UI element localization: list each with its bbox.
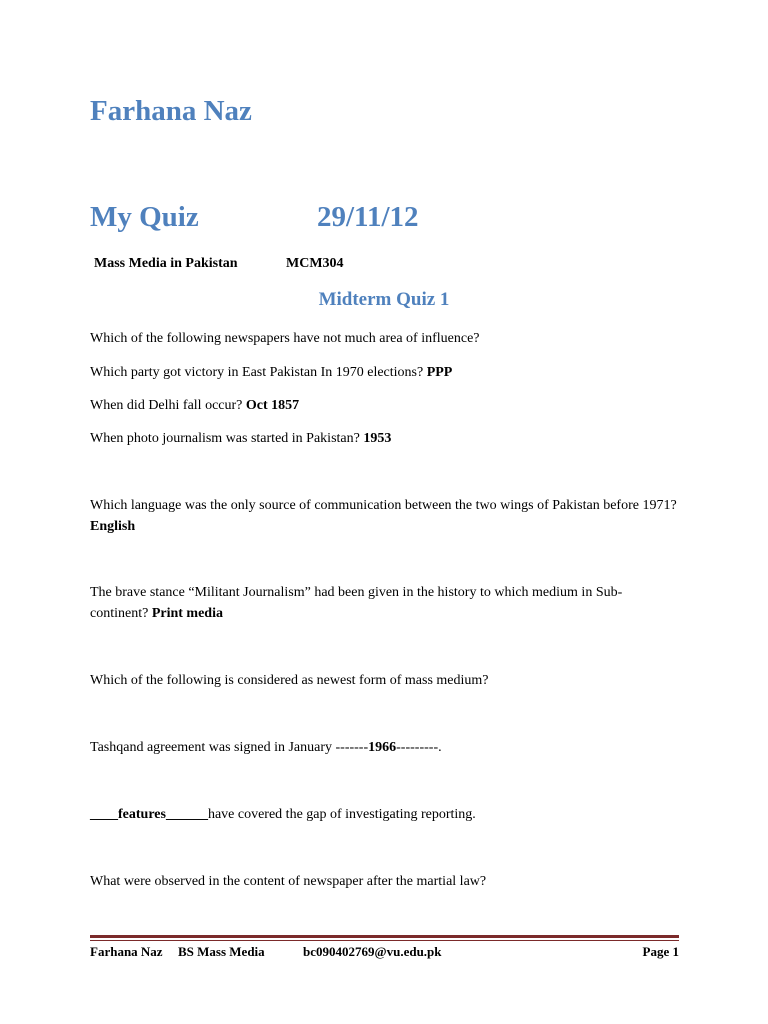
- footer-program: BS Mass Media: [178, 944, 265, 959]
- question-text: Which of the following newspapers have not much area of influence?: [90, 331, 480, 346]
- quiz-date: 29/11/12: [317, 201, 419, 233]
- course-name: Mass Media in Pakistan: [94, 256, 238, 271]
- question-text: The brave stance “Militant Journalism” had been given in the history to which medium in Sub-continent?: [90, 585, 623, 621]
- question-text: Which of the following is considered as newest form of mass medium?: [90, 673, 489, 688]
- footer-divider-thin: [90, 940, 679, 941]
- question-answer: Oct 1857: [245, 398, 300, 413]
- quiz-subtitle: Midterm Quiz 1: [318, 289, 450, 310]
- question-text-after: have covered the gap of investigating reporting.: [207, 807, 476, 822]
- course-line: [94, 256, 344, 272]
- question-9: [90, 804, 680, 825]
- footer-divider: [90, 935, 679, 938]
- question-10: [90, 871, 680, 892]
- question-text-before: Tashqand agreement was signed in January -------: [90, 740, 369, 755]
- question-answer: English: [90, 519, 136, 534]
- question-1: [90, 328, 680, 349]
- question-answer: 1966: [368, 740, 397, 755]
- quiz-heading: [90, 200, 419, 235]
- question-text: When did Delhi fall occur?: [90, 398, 246, 413]
- question-4: [90, 428, 680, 449]
- quiz-title: My Quiz: [90, 201, 199, 233]
- author-name: Farhana Naz: [90, 95, 252, 127]
- question-text-after: ---------.: [396, 740, 442, 755]
- question-3: [90, 395, 680, 416]
- question-answer: Print media: [151, 606, 223, 621]
- footer-page-number: Page 1: [642, 944, 679, 959]
- question-answer: PPP: [426, 365, 453, 380]
- question-answer: 1953: [363, 431, 392, 446]
- question-7: [90, 670, 680, 691]
- question-text: What were observed in the content of newspaper after the martial law?: [90, 874, 487, 889]
- question-text: When photo journalism was started in Pakistan?: [90, 431, 364, 446]
- footer-name: Farhana Naz: [90, 944, 163, 959]
- question-2: [90, 362, 680, 383]
- question-5: [90, 495, 680, 537]
- question-8: [90, 737, 680, 758]
- question-text: Which party got victory in East Pakistan In 1970 elections?: [90, 365, 427, 380]
- page-footer: [90, 944, 679, 962]
- course-code: MCM304: [286, 256, 344, 271]
- question-answer: ____features______: [90, 807, 208, 822]
- question-6: [90, 582, 680, 624]
- footer-email: bc090402769@vu.edu.pk: [303, 944, 442, 959]
- question-text: Which language was the only source of communication between the two wings of Pakistan before 1971?: [90, 498, 677, 513]
